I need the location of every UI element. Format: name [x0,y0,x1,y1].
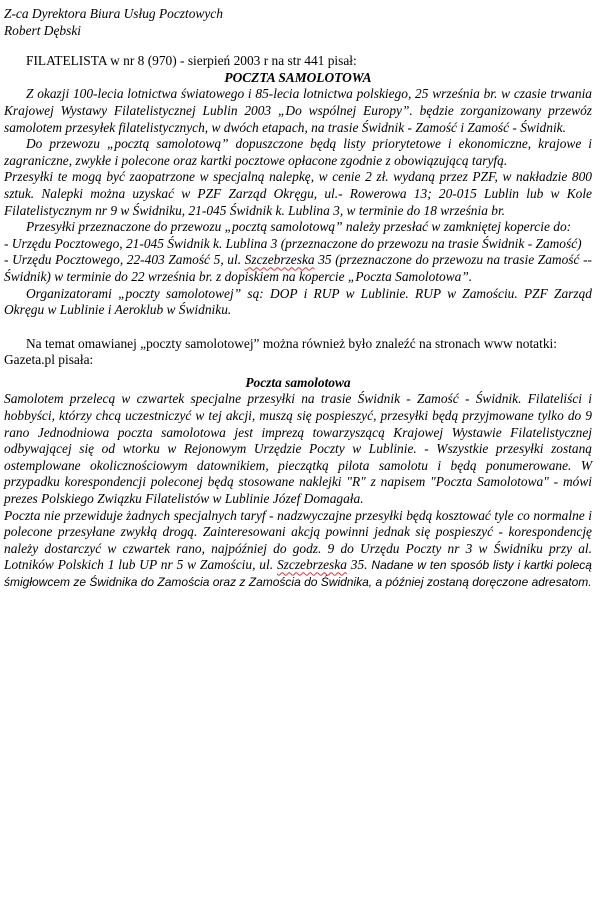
article1-paragraph-3: Przesyłki te mogą być zaopatrzone w specjalną nalepkę, w cenie 2 zł. wydaną przez PZF, w nakładzie 800 sztuk. Nalepki można uzyskać w PZF Zarząd Okręgu, ul.- Rowerowa 13; 20-015 Lublin lub w Kole Filatelistycznym nr 9 w Świdniku, 21-045 Świdnik k. Lublina 3, w terminie do 18 września br. [4,169,592,218]
article1-paragraph-5: - Urzędu Pocztowego, 21-045 Świdnik k. Lublina 3 (przeznaczone do przewozu na trasie Świdnik - Zamość) [4,235,582,251]
header-author-title: Z-ca Dyrektora Biura Usług Pocztowych [4,6,223,21]
text-segment: 35 (przeznaczone do przewozu na trasie Zamość -- Świdnik) w terminie do 22 września br. z dopiskiem na kopercie „Poczta Samolotowa”. [4,252,592,284]
text-segment-sans: Nadane w ten sposób listy i kartki polecą śmigłowcem ze Świdnika do Zamościa oraz z Zamościa do Świdnika, a później zostaną doręczone adresatom. [4,558,592,589]
article1-paragraph-4: Przesyłki przeznaczone do przewozu „pocztą samolotową” należy przesłać w zamkniętej kopercie do: [26,219,572,235]
page-info: str 441 pisał: [287,53,357,69]
gazeta-source-line: Gazeta.pl pisała: [4,352,94,368]
article1-paragraph-1: Z okazji 100-lecia lotnictwa światowego i 85-lecia lotnictwa polskiego, 25 września br. w czasie trwania Krajowej Wystawy Filatelistycznej Lublin 2003 „Do wspólnej Europy”. będzie zorganizowany przewóz samolotem przesyłek filatelistycznych, w dwóch etapach, na trasie Świdnik - Zamość i Zamość - Świdnik. [4,86,592,135]
article2-paragraph-1: Samolotem przelecą w czwartek specjalne przesyłki na trasie Świdnik - Zamość - Świdnik. Filateliści i hobbyści, którzy chcą uczestniczyć w tej akcji, muszą się pospieszyć, przesyłki będą przyjmowane tylko do 9 rano Jednodniowa poczta samolotowa jest imprezą towarzyszącą Krajowej Wystawie Filatelistycznej odbywającej się od wtorku w Rejonowym Urzędzie Poczty w Lublinie. - Wszystkie przesyłki zostaną ostemplowane okolicznościowym datownikiem, pieczątką pilota samolotu i będą ponumerowane. W przypadku korespondencji poleconej będą stosowane naklejki "R" z napisem "Poczta Samolotowa" - mówi prezes Polskiego Związku Filatelistów w Lublinie Józef Domagała. [4,391,592,507]
article1-paragraph-7: Organizatorami „poczty samolotowej” są: DOP i RUP w Lublinie. RUP w Zamościu. PZF Zarząd Okręgu w Lublinie i Aeroklub w Świdniku. [4,285,592,318]
text-segment: - Urzędu Pocztowego, 22-403 Zamość 5, ul. [4,252,242,268]
article2-paragraph-2 [4,508,592,591]
article1-paragraph-6 [4,252,592,285]
spellcheck-underlined-word: Szczebrzeska [244,252,315,268]
blank-line [4,319,592,336]
article1-paragraph-2: Do przewozu „pocztą samolotową” dopuszczone będą listy priorytetowe i ekonomiczne, krajowe i zagraniczne, zwykłe i polecone oraz kartki pocztowe opłacone zgodnie z obowiązującą taryfą. [4,136,592,168]
magazine-name: FILATELISTA [26,53,107,69]
bridge-paragraph: Na temat omawianej „poczty samolotowej” można również było znaleźć na stronach www notatki: [26,335,557,351]
text-segment: 35. [350,557,368,573]
header-author-name: Robert Dębski [4,22,81,38]
issue-info: w nr 8 (970) - sierpień 2003 r na [110,53,285,69]
spellcheck-underlined-word: Szczebrzeska [276,557,347,573]
article-title: POCZTA SAMOLOTOWA [224,69,372,85]
text-segment: Poczta nie przewiduje żadnych specjalnych taryf - nadzwyczajne przesyłki będą kosztować tyle co normalne i polecone przesyłane zwykłą drogą. Zainteresowani akcją powinni jednak się pospieszyć - korespondencję należy dostarczyć w czwartek rano, najpóźniej do godz. 9 do Urzędu Poczty nr 3 w Świdniku przy al. Lotników Polskich 1 lub UP nr 5 w Zamościu, ul. [4,507,592,573]
article2-title: Poczta samolotowa [245,374,351,390]
document-page [4,6,592,591]
source-line [4,53,592,70]
